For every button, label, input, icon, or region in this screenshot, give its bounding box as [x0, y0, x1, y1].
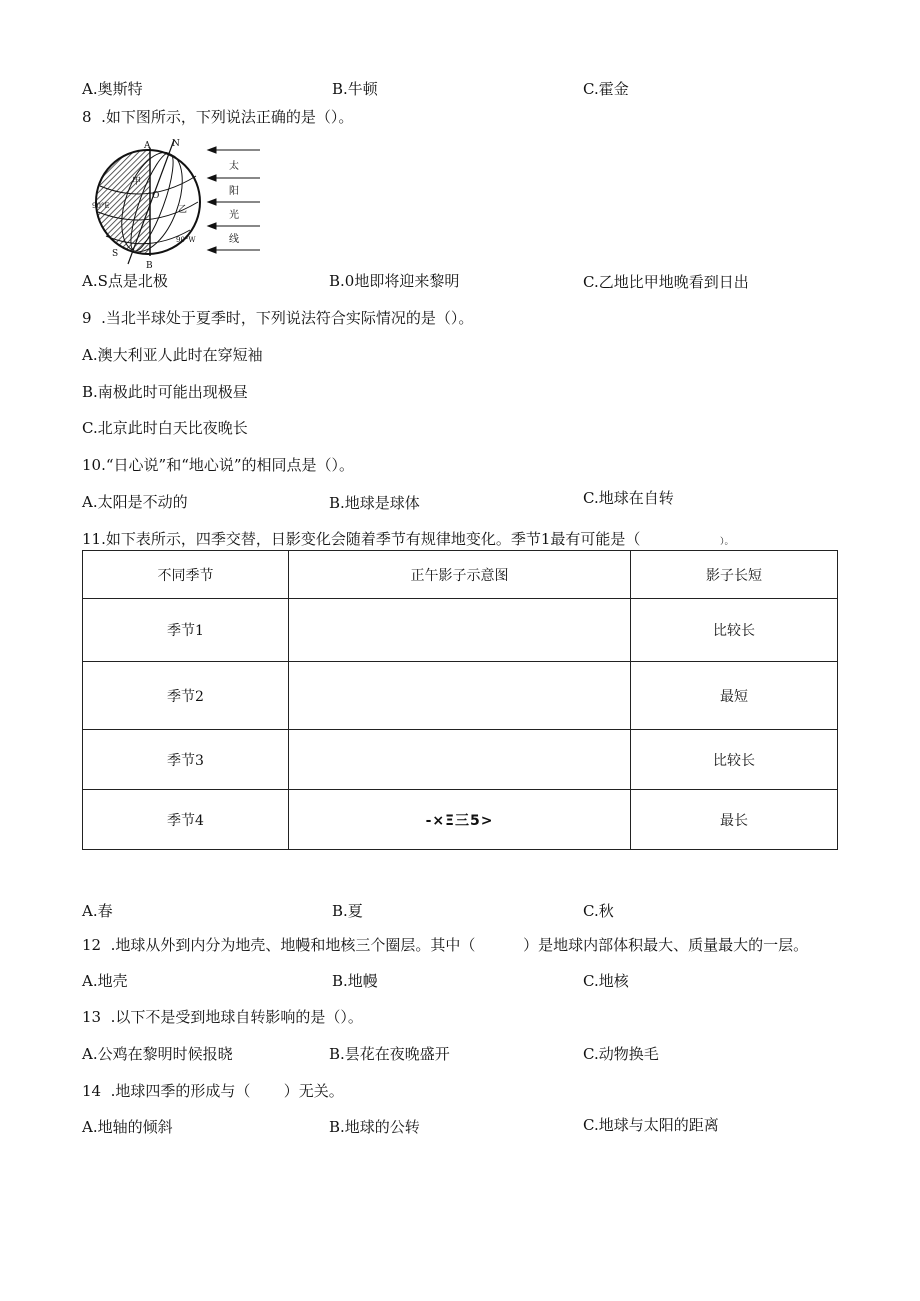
season-cell: 季节3 — [83, 730, 289, 790]
q8-option-b: B.0地即将迎来黎明 — [329, 272, 460, 290]
shadow-diagram-cell — [289, 730, 631, 790]
label-jia: 甲 — [132, 177, 142, 187]
shadow-diagram-cell — [289, 662, 631, 730]
table-row — [83, 662, 838, 730]
q9-option-a: A.澳大利亚人此时在穿短袖 — [82, 346, 263, 364]
q10-stem: 10.“日心说”和“地心说”的相同点是（）。 — [82, 456, 355, 474]
q12-option-b: B.地幔 — [332, 972, 378, 990]
q7-option-b: B.牛顿 — [332, 80, 378, 98]
table-row — [83, 790, 838, 850]
shadow-length-cell: 比较长 — [631, 730, 838, 790]
q10-option-a: A.太阳是不动的 — [82, 493, 188, 511]
q13-option-a: A.公鸡在黎明时候报晓 — [82, 1045, 233, 1063]
q11-stem-end: ）。 — [719, 537, 734, 547]
q12-option-a: A.地壳 — [82, 972, 128, 990]
label-b: B — [146, 261, 153, 270]
q14-option-b: B.地球的公转 — [329, 1118, 420, 1136]
q13-stem: 13 .以下不是受到地球自转影响的是（）。 — [82, 1008, 363, 1026]
sunlight-char-2: 阳 — [229, 186, 239, 197]
label-90w: 90°W — [176, 236, 196, 244]
sunlight-char-4: 线 — [229, 234, 239, 245]
table-row — [83, 599, 838, 662]
q11-option-a: A.春 — [82, 902, 113, 920]
shadow-length-cell: 最短 — [631, 662, 838, 730]
shadow-table — [82, 550, 838, 850]
label-a: A — [144, 141, 151, 151]
table-header: 不同季节 — [83, 551, 289, 599]
sunlight-char-3: 光 — [229, 210, 239, 221]
table-row — [83, 730, 838, 790]
q9-option-c: C.北京此时白天比夜晚长 — [82, 419, 248, 437]
label-s: S — [112, 249, 119, 259]
q14-option-c: C.地球与太阳的距离 — [583, 1116, 719, 1134]
q12-stem: 12 .地球从外到内分为地壳、地幔和地核三个圈层。其中（ ）是地球内部体积最大、质量最大的一层。 — [82, 936, 809, 954]
q12-option-c: C.地核 — [583, 972, 629, 990]
label-yi: 乙 — [178, 205, 188, 215]
q8-stem: 8 .如下图所示，下列说法正确的是（）。 — [82, 108, 354, 126]
q9-option-b: B.南极此时可能出现极昼 — [82, 383, 248, 401]
q10-option-b: B.地球是球体 — [329, 494, 420, 512]
q14-stem: 14 .地球四季的形成与（ ）无关。 — [82, 1082, 344, 1100]
earth-globe-svg — [92, 136, 264, 270]
q11-stem — [82, 529, 733, 552]
q13-option-b: B.昙花在夜晚盛开 — [329, 1045, 450, 1063]
season-cell: 季节4 — [83, 790, 289, 850]
table-header: 正午影子示意图 — [289, 551, 631, 599]
sunlight-char-1: 太 — [229, 161, 239, 172]
shadow-length-cell: 比较长 — [631, 599, 838, 662]
q14-option-a: A.地轴的倾斜 — [82, 1118, 173, 1136]
q11-option-b: B.夏 — [332, 902, 363, 920]
shadow-diagram-cell: -×Ξ三5> — [289, 790, 631, 850]
q11-option-c: C.秋 — [583, 902, 614, 920]
q7-option-c: C.霍金 — [583, 80, 629, 98]
q8-option-a: A.S点是北极 — [82, 272, 168, 290]
table-header: 影子长短 — [631, 551, 838, 599]
shadow-diagram-cell — [289, 599, 631, 662]
q8-option-c: C.乙地比甲地晚看到日出 — [583, 273, 749, 291]
label-n: N — [172, 139, 180, 149]
q9-stem: 9 .当北半球处于夏季时，下列说法符合实际情况的是（）。 — [82, 309, 474, 327]
q10-option-c: C.地球在自转 — [583, 489, 674, 507]
table-header-row — [83, 551, 838, 599]
label-90e: 90°E — [92, 202, 110, 210]
season-cell: 季节2 — [83, 662, 289, 730]
earth-illumination-diagram — [92, 136, 264, 270]
label-o: O — [152, 191, 160, 201]
shadow-length-cell: 最长 — [631, 790, 838, 850]
q13-option-c: C.动物换毛 — [583, 1045, 659, 1063]
q7-option-a: A.奥斯特 — [82, 80, 143, 98]
season-cell: 季节1 — [83, 599, 289, 662]
q11-stem-text: 11.如下表所示，四季交替，日影变化会随着季节有规律地变化。季节1最有可能是（ — [82, 530, 641, 548]
